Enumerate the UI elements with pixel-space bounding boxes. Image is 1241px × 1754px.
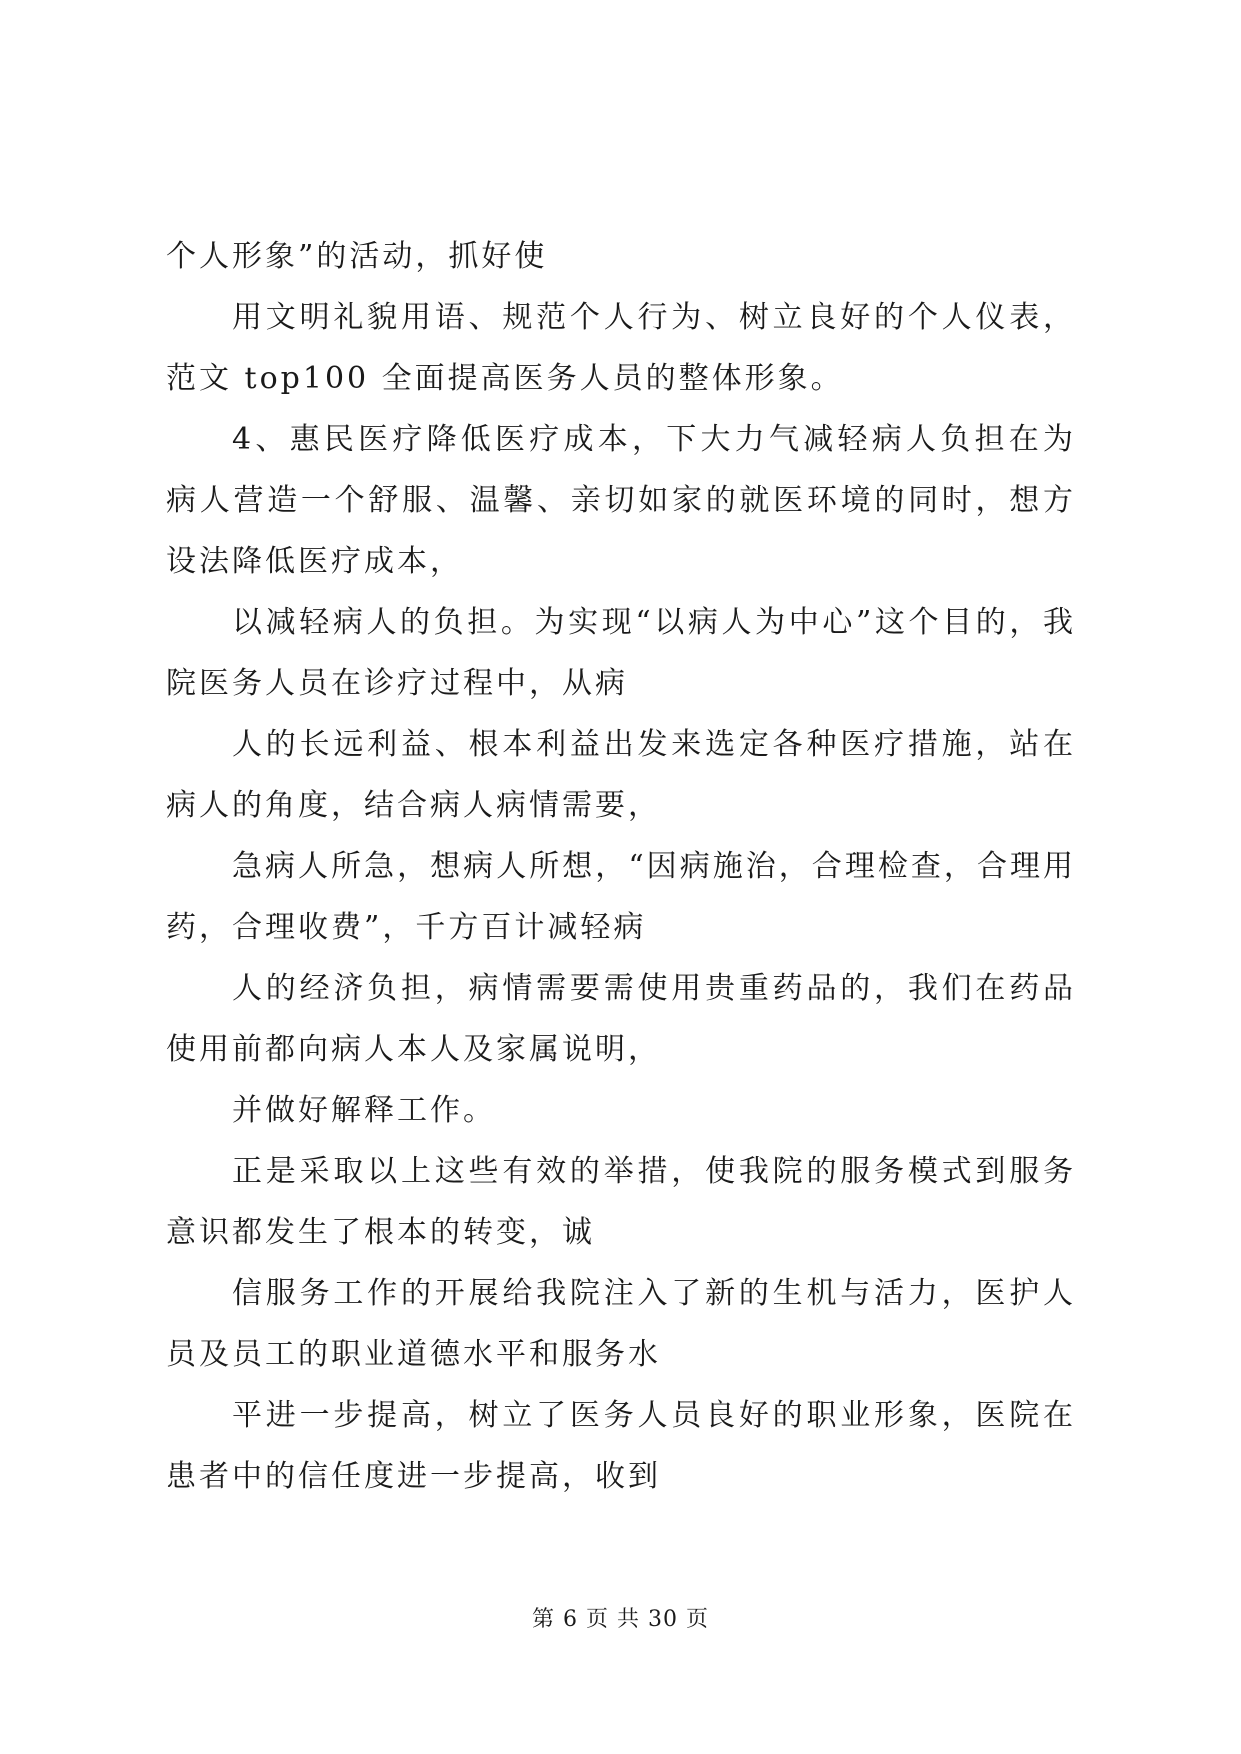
page-number-footer: 第 6 页 共 30 页	[532, 1607, 709, 1632]
paragraph: 4、惠民医疗降低医疗成本，下大力气减轻病人负担在为病人营造一个舒服、温馨、亲切如家的就医环境的同时，想方设法降低医疗成本，	[166, 422, 1076, 579]
paragraph: 平进一步提高，树立了医务人员良好的职业形象，医院在患者中的信任度进一步提高，收到	[166, 1398, 1076, 1494]
paragraph: 急病人所急，想病人所想，“因病施治，合理检查，合理用药，合理收费”，千方百计减轻病	[166, 849, 1076, 945]
paragraph: 并做好解释工作。	[232, 1093, 496, 1128]
paragraph: 人的经济负担，病情需要需使用贵重药品的，我们在药品使用前都向病人本人及家属说明，	[166, 971, 1076, 1067]
body-text	[166, 226, 1076, 1507]
paragraph: 个人形象”的活动，抓好使	[166, 239, 548, 274]
paragraph: 以减轻病人的负担。为实现“以病人为中心”这个目的，我院医务人员在诊疗过程中，从病	[166, 605, 1076, 701]
paragraph: 正是采取以上这些有效的举措，使我院的服务模式到服务意识都发生了根本的转变，诚	[166, 1154, 1076, 1250]
paragraph: 人的长远利益、根本利益出发来选定各种医疗措施，站在病人的角度，结合病人病情需要，	[166, 727, 1076, 823]
paragraph: 用文明礼貌用语、规范个人行为、树立良好的个人仪表，范文 top100 全面提高医务人员的整体形象。	[166, 300, 1076, 396]
paragraph: 信服务工作的开展给我院注入了新的生机与活力，医护人员及员工的职业道德水平和服务水	[166, 1276, 1076, 1372]
